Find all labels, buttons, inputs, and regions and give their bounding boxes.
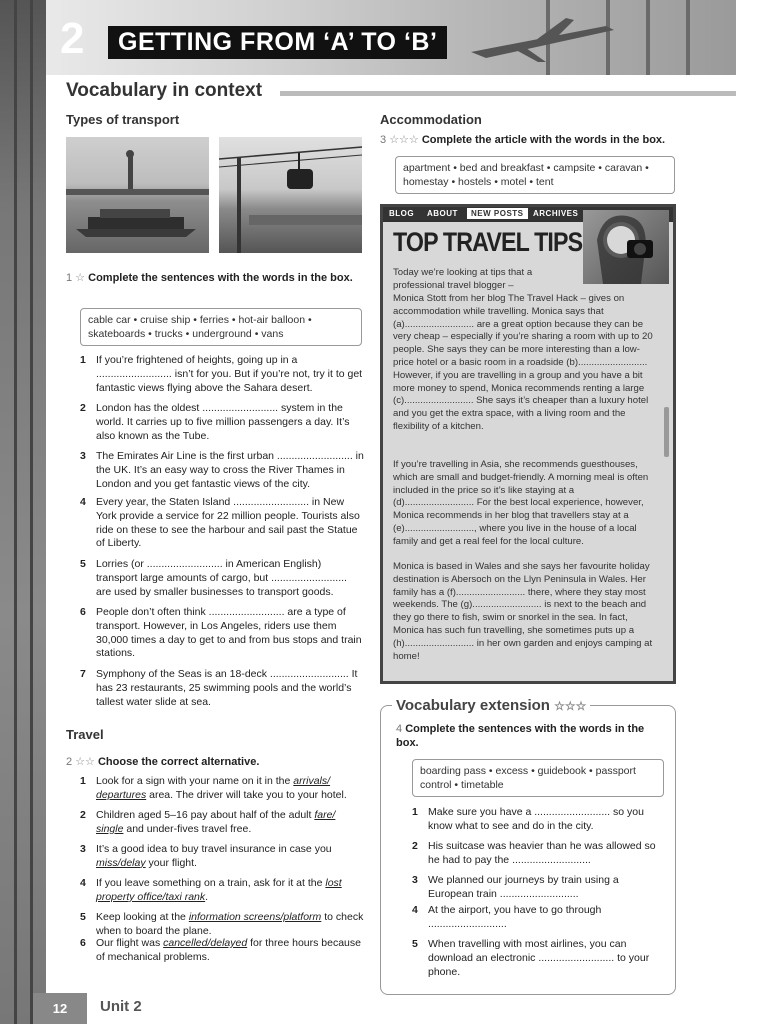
list-item — [80, 843, 364, 871]
alternative-choice[interactable]: miss/delay — [96, 856, 146, 869]
person-camera-icon — [583, 210, 669, 284]
list-item — [80, 809, 364, 837]
item-number: 4 — [80, 877, 86, 889]
word-box-accommodation: apartment • bed and breakfast • campsite • caravan • homestay • hostels • motel • tent — [395, 156, 675, 194]
alternative-choice[interactable]: lost property office/taxi rank — [96, 877, 342, 903]
list-item — [80, 558, 364, 599]
list-item — [80, 911, 364, 939]
list-item — [80, 450, 364, 491]
subheading-accommodation: Accommodation — [380, 112, 482, 127]
item-number: 3 — [80, 450, 86, 462]
item-text: We planned our journeys by train using a European train ........................... — [428, 874, 619, 900]
blogger-photo — [583, 210, 669, 284]
item-number: 2 — [80, 402, 86, 414]
item-number: 2 — [412, 840, 418, 852]
section-rule — [280, 91, 736, 96]
item-number: 1 — [412, 806, 418, 818]
blog-paragraph-2: If you’re travelling in Asia, she recommends guesthouses, which are small and budget-friendly. A morning meal is often included in the price so it’s like staying at a (d).......................... For the best local experience, however, Monica recommends in her blog that travellers stay at a (e).........................., where you live in the house of a local family and get a real feel for the local culture. — [393, 459, 649, 547]
nav-blog: BLOG — [389, 209, 415, 218]
list-item — [412, 840, 662, 868]
item-text: At the airport, you have to go through ........................... — [428, 904, 602, 930]
item-number: 1 — [80, 775, 86, 787]
difficulty-stars: ☆ — [75, 272, 86, 284]
item-text-after: to check when to board the plane. — [96, 911, 364, 937]
nav-archives: ARCHIVES — [533, 209, 579, 218]
strip-bar — [30, 0, 33, 1024]
exercise-3-instruction — [380, 133, 690, 147]
item-text: The Emirates Air Line is the first urban .......................... in the UK. It’s an easy way to cross the River Thames in London and you get fantastic views of the city. — [96, 450, 364, 490]
exercise-number: 3 — [380, 134, 387, 146]
item-text-after: . — [205, 890, 209, 903]
item-number: 5 — [80, 558, 86, 570]
photo-statue-of-liberty-ferry — [66, 137, 209, 253]
item-text — [96, 937, 364, 965]
item-text: His suitcase was heavier than he was allowed so he had to pay the ........................... — [428, 840, 656, 866]
item-text: If you’re frightened of heights, going up in a .......................... isn’t for you. But if you’re not, try it to get fantastic views flying above the Sahara desert. — [96, 354, 363, 394]
item-number: 3 — [80, 843, 86, 855]
blog-title: TOP TRAVEL TIPS — [393, 227, 583, 257]
item-text-after: your flight. — [145, 856, 197, 869]
item-text-before: If you leave something on a train, ask for it at the — [96, 877, 326, 889]
exercise-4-instruction — [396, 722, 666, 750]
list-item — [412, 938, 662, 979]
item-text — [96, 775, 364, 803]
list-item — [412, 806, 662, 834]
item-number: 7 — [80, 668, 86, 680]
list-item — [80, 606, 364, 661]
item-text — [96, 809, 364, 837]
difficulty-stars: ☆☆☆ — [554, 699, 587, 713]
ferry-icon — [66, 137, 209, 253]
word-box-transport: cable car • cruise ship • ferries • hot-air balloon • skateboards • trucks • underground • vans — [80, 308, 362, 346]
left-decorative-strip — [0, 0, 46, 1024]
item-text: People don’t often think .......................... are a type of transport. However, in Los Angeles, riders use them 30,000 times a day to get to and from bus stops and train stations. — [96, 606, 362, 660]
list-item — [80, 937, 364, 965]
list-item — [412, 874, 662, 902]
instruction-text: Complete the sentences with the words in the box. — [396, 723, 645, 749]
alternative-choice[interactable]: fare/ single — [96, 809, 336, 835]
subheading-types-of-transport: Types of transport — [66, 112, 180, 127]
unit-number: 2 — [60, 14, 85, 63]
item-number: 5 — [80, 911, 86, 923]
header-pole — [646, 0, 650, 75]
exercise-1-instruction — [66, 271, 356, 285]
word-box-vocabulary-extension: boarding pass • excess • guidebook • passport control • timetable — [412, 759, 664, 797]
airplane-icon — [466, 14, 616, 64]
exercise-number: 4 — [396, 723, 403, 735]
strip-bar — [14, 0, 17, 1024]
nav-new-posts: NEW POSTS — [467, 208, 528, 219]
item-text — [96, 911, 364, 939]
list-item — [80, 354, 364, 395]
alternative-choice[interactable]: cancelled/delayed — [163, 937, 248, 949]
item-text — [96, 843, 364, 871]
item-number: 3 — [412, 874, 418, 886]
item-text-after: area. The driver will take you to your hotel. — [146, 788, 347, 801]
list-item — [80, 496, 364, 551]
item-number: 5 — [412, 938, 418, 950]
item-text: Symphony of the Seas is an 18-deck ........................... It has 23 restaurants, 25 swimming pools and the world’s tallest water slide at sea. — [96, 668, 358, 708]
vocabulary-extension-title — [392, 697, 590, 714]
instruction-text: Complete the sentences with the words in the box. — [88, 272, 353, 284]
list-item — [80, 402, 364, 443]
blog-paragraph-intro: Today we’re looking at tips that a professional travel blogger – — [393, 267, 533, 291]
alternative-choice[interactable]: information screens/platform — [188, 911, 322, 923]
item-text-after: for three hours because of mechanical problems. — [96, 937, 361, 963]
blog-scrollbar[interactable] — [664, 407, 669, 457]
blog-paragraph-3: Monica is based in Wales and she says her favourite holiday destination is Abersoch on the Llyn Peninsula in Wales. Her family has a (f).......................... there, where they stay most weekends. The (g).......................... is next to the beach and they go there to fish, swim or snorkel in the sea. In fact, Monica has such fun travelling, she sometimes puts up a (h).......................... in her own garden and enjoys camping at home! — [393, 561, 653, 662]
instruction-text: Choose the correct alternative. — [97, 756, 260, 768]
section-title-vocabulary: Vocabulary in context — [66, 80, 263, 101]
item-text: When travelling with most airlines, you can download an electronic .......................... to your phone. — [428, 938, 650, 978]
item-text-before: Keep looking at the — [96, 911, 189, 923]
blog-paragraph-1: Monica Stott from her blog The Travel Hack – gives on accommodation while travelling. Monica says that (a).......................... are a great option because they can be very cheap – especially if you’re sharing a room with up to 20 people. She says they can be more interesting than a low-price hotel or a basic room in a roadside (b).......................... However, if you are travelling in a group and you have a bit more money to spend, Monica recommends renting a large (c).......................... She says it’s cheaper than a luxury hotel and you get the extra space, with a living room and the flexibility of a kitchen. — [393, 293, 653, 432]
list-item — [80, 668, 364, 709]
vocabulary-extension-label: Vocabulary extension — [396, 697, 550, 714]
nav-about: ABOUT — [427, 209, 458, 218]
item-text-before: Our flight was — [96, 937, 164, 949]
photo-cable-car-london — [219, 137, 362, 253]
item-text: Every year, the Staten Island .......................... in New York provide a service for 22 million people. Tourists also ride on these to see the harbour and sail past the Statue of Liberty. — [96, 496, 360, 550]
difficulty-stars: ☆☆☆ — [389, 134, 419, 146]
item-text-before: Look for a sign with your name on it in the — [96, 775, 294, 787]
header-pole — [686, 0, 690, 75]
item-number: 2 — [80, 809, 86, 821]
cable-car-icon — [219, 137, 362, 253]
list-item — [80, 877, 364, 905]
item-number: 6 — [80, 937, 86, 949]
item-text — [96, 877, 364, 905]
page-number: 12 — [33, 993, 87, 1024]
unit-title: GETTING FROM ‘A’ TO ‘B’ — [108, 26, 447, 59]
item-text-after: and under-fives travel free. — [123, 822, 252, 835]
list-item — [80, 775, 364, 803]
item-text: Make sure you have a .......................... so you know what to see and do in the city. — [428, 806, 644, 832]
alternative-choice[interactable]: arrivals/ departures — [96, 775, 331, 801]
exercise-number: 2 — [66, 756, 73, 768]
item-number: 6 — [80, 606, 86, 618]
item-text: Lorries (or .......................... in American English) transport large amounts of cargo, but .......................... are used by smaller businesses to transport goods. — [96, 558, 347, 598]
item-text-before: It’s a good idea to buy travel insurance in case you — [96, 843, 332, 855]
subheading-travel: Travel — [66, 727, 104, 742]
footer-unit-label: Unit 2 — [100, 998, 142, 1015]
item-number: 1 — [80, 354, 86, 366]
exercise-number: 1 — [66, 272, 73, 284]
item-text: London has the oldest .......................... system in the world. It carries up to five million passengers a day. It’s also known as the Tube. — [96, 402, 350, 442]
item-text-before: Children aged 5–16 pay about half of the adult — [96, 809, 315, 821]
exercise-2-instruction — [66, 755, 356, 769]
list-item — [412, 904, 662, 932]
blog-article — [380, 204, 676, 684]
instruction-text: Complete the article with the words in the box. — [421, 134, 666, 146]
item-number: 4 — [80, 496, 86, 508]
difficulty-stars: ☆☆ — [75, 756, 95, 768]
item-number: 4 — [412, 904, 418, 916]
